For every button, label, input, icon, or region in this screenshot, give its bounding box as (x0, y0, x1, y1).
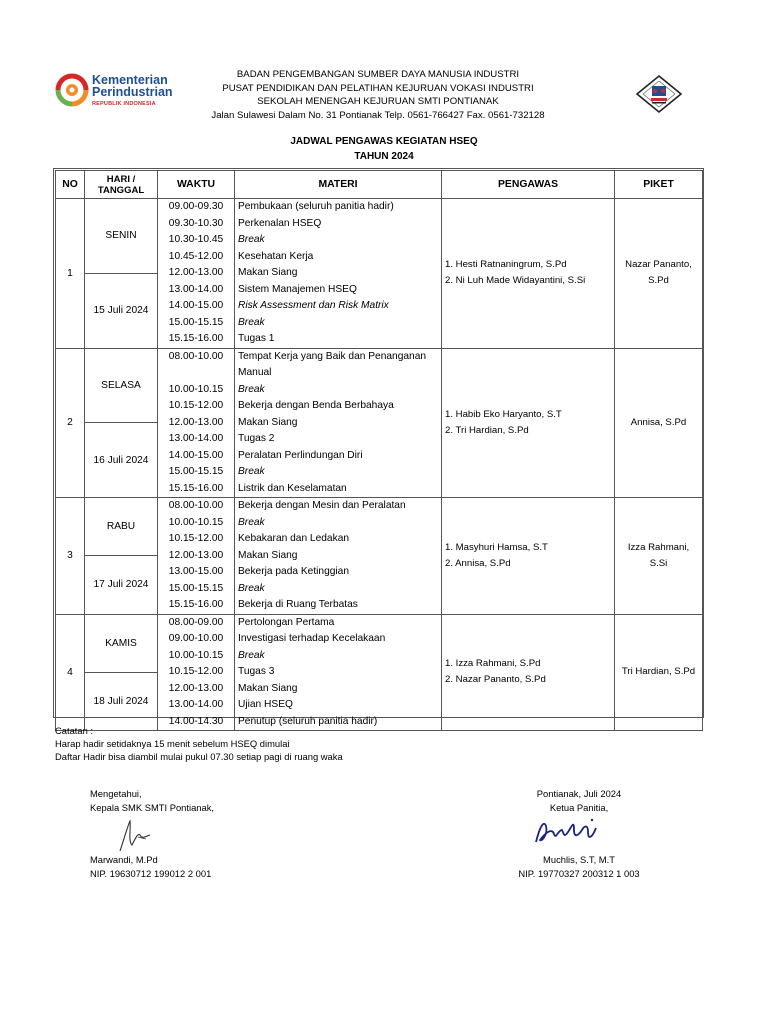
col-header-pengawas: PENGAWAS (442, 171, 615, 199)
col-header-hari: HARI / TANGGAL (85, 171, 158, 199)
topic-cell (235, 199, 442, 349)
topic-cell (235, 348, 442, 498)
day-number: 1 (56, 199, 85, 349)
day-name: SENIN (105, 230, 137, 242)
header-line-2: PUSAT PENDIDIKAN DAN PELATIHAN KEJURUAN VOKASI INDUSTRI (222, 82, 534, 94)
table-row (56, 348, 703, 498)
gear-logo-icon (54, 72, 90, 108)
header-address: Jalan Sulawesi Dalam No. 31 Pontianak Telp. 0561-766427 Fax. 0561-732128 (211, 109, 545, 121)
day-date: 17 Juli 2024 (85, 555, 157, 613)
topic-slot: Tugas 3 (238, 666, 275, 677)
col-header-no: NO (56, 171, 85, 199)
day-cell (85, 348, 158, 498)
time-slot: 10.00-10.15 (168, 649, 224, 661)
time-slot: 08.00-10.00 (168, 500, 224, 511)
time-slot: 15.15-16.00 (168, 599, 224, 610)
topic-cell (235, 498, 442, 615)
topic-slot: Makan Siang (238, 267, 298, 278)
pengawas-name: 1. Habib Eko Haryanto, S.T (445, 408, 562, 420)
pengawas-name: 2. Nazar Pananto, S.Pd (445, 674, 546, 686)
topic-slot: Tugas 2 (238, 433, 275, 444)
day-cell (85, 614, 158, 731)
pengawas-cell (442, 614, 615, 731)
col-header-piket: PIKET (615, 171, 703, 199)
sig-left-line2: Kepala SMK SMTI Pontianak, (90, 801, 215, 813)
pengawas-name: 1. Hesti Ratnaningrum, S.Pd (445, 259, 567, 271)
topic-slot: Makan Siang (238, 416, 298, 428)
time-slot: 10.45-12.00 (168, 250, 224, 262)
time-slot: 09.00-10.00 (168, 633, 224, 644)
topic-slot: Listrik dan Keselamatan (238, 482, 347, 494)
topic-slot: Break (238, 383, 265, 395)
piket-name: Tri Hardian, S.Pd (621, 666, 696, 678)
piket-cell (615, 498, 703, 615)
topic-slot: Bekerja di Ruang Terbatas (238, 599, 358, 610)
topic-slot: Pembukaan (seluruh panitia hadir) (238, 201, 394, 212)
col-header-materi: MATERI (235, 171, 442, 199)
time-slot: 15.15-16.00 (168, 482, 224, 494)
day-number: 3 (56, 498, 85, 615)
time-slot: 15.00-15.15 (168, 466, 224, 477)
time-slot: 12.00-13.00 (168, 682, 224, 694)
signature-right-icon (530, 812, 610, 852)
signature-right-block (504, 787, 654, 814)
school-emblem-icon (634, 74, 684, 114)
brand-line2: Perindustrian (92, 85, 173, 99)
topic-slot: Investigasi terhadap Kecelakaan (238, 633, 386, 644)
notes (55, 724, 343, 763)
topic-slot: Pertolongan Pertama (238, 616, 335, 628)
topic-slot: Break (238, 316, 265, 328)
letterhead (0, 64, 768, 124)
kemenperin-brand (92, 74, 173, 110)
topic-slot: Sistem Manajemen HSEQ (238, 283, 357, 295)
header-line-1: BADAN PENGEMBANGAN SUMBER DAYA MANUSIA INDUSTRI (236, 69, 520, 80)
topic-slot: Break (238, 649, 265, 661)
topic-slot: Perkenalan HSEQ (238, 217, 322, 229)
time-slot: 13.00-14.00 (168, 699, 224, 710)
table-row (56, 614, 703, 731)
sig-right-name: Muchlis, S.T, M.T (543, 854, 615, 865)
time-slot: 12.00-13.00 (168, 267, 224, 278)
day-date: 16 Juli 2024 (85, 422, 157, 497)
kemenperin-logo (54, 70, 174, 114)
time-slot: 13.00-14.00 (168, 433, 224, 444)
day-box (85, 498, 157, 614)
time-cell (158, 498, 235, 615)
day-box (85, 615, 157, 731)
piket-name: Izza Rahmani, S.Si (627, 541, 690, 569)
topic-slot: Kesehatan Kerja (238, 250, 314, 262)
brand-line1: Kementerian (92, 73, 168, 87)
topic-slot: Tugas 1 (238, 333, 275, 344)
topic-cell (235, 614, 442, 731)
time-slot: 09.30-10.30 (168, 217, 224, 229)
day-date: 15 Juli 2024 (85, 273, 157, 348)
topic-slot: Bekerja dengan Mesin dan Peralatan (238, 500, 406, 511)
title-line-1: JADWAL PENGAWAS KEGIATAN HSEQ (290, 136, 478, 147)
time-slot: 14.00-15.00 (168, 300, 224, 311)
institution-header (190, 68, 566, 122)
topic-slot: Peralatan Perlindungan Diri (238, 449, 363, 461)
topic-slot: Break (238, 516, 265, 528)
table-header-row (56, 171, 703, 199)
time-slot: 10.15-12.00 (168, 400, 224, 411)
topic-slot: Penutup (seluruh panitia hadir) (238, 715, 378, 727)
pengawas-cell (442, 199, 615, 349)
day-name: KAMIS (105, 637, 137, 649)
note-line-2: Daftar Hadir bisa diambil mulai pukul 07.30 setiap pagi di ruang waka (55, 751, 343, 762)
brand-sub: REPUBLIK INDONESIA (92, 101, 156, 107)
time-slot: 14.00-14.30 (168, 715, 224, 727)
sig-left-name: Marwandi, M.Pd (90, 854, 158, 865)
topic-slot: Bekerja dengan Benda Berbahaya (238, 400, 394, 411)
sig-left-line1: Mengetahui, (90, 788, 142, 799)
topic-slot: Makan Siang (238, 682, 298, 694)
topic-slot: Tempat Kerja yang Baik dan Penanganan Manual (238, 350, 427, 378)
sig-right-line2: Ketua Panitia, (549, 801, 609, 813)
day-name: SELASA (101, 379, 141, 391)
day-date: 18 Juli 2024 (85, 672, 157, 730)
topic-slot: Break (238, 582, 265, 594)
header-line-3: SEKOLAH MENENGAH KEJURUAN SMTI PONTIANAK (257, 96, 499, 107)
time-slot: 08.00-10.00 (168, 350, 224, 362)
time-slot: 10.15-12.00 (168, 666, 224, 677)
time-slot: 13.00-14.00 (168, 283, 224, 295)
day-name: RABU (106, 521, 136, 533)
piket-name: S.Pd (648, 275, 669, 287)
time-slot: 13.00-15.00 (168, 566, 224, 577)
topic-slot: Bekerja pada Ketinggian (238, 566, 350, 577)
pengawas-cell (442, 348, 615, 498)
time-slot: 12.00-13.00 (168, 416, 224, 428)
sig-right-line1: Pontianak, Juli 2024 (536, 788, 622, 799)
time-slot: 15.15-16.00 (168, 333, 224, 344)
document-title (0, 134, 768, 164)
time-slot: 09.00-09.30 (168, 201, 224, 212)
day-number: 4 (56, 614, 85, 731)
schedule-table (55, 170, 703, 731)
signature-left-block (90, 787, 214, 814)
pengawas-name: 1. Masyhuri Hamsa, S.T (445, 541, 548, 553)
sig-left-nip: NIP. 19630712 199012 2 001 (90, 868, 212, 879)
table-row (56, 498, 703, 615)
piket-cell (615, 199, 703, 349)
col-header-waktu: WAKTU (158, 171, 235, 199)
pengawas-name: 2. Annisa, S.Pd (445, 557, 511, 569)
sig-right-nip: NIP. 19770327 200312 1 003 (518, 868, 640, 879)
signature-right-name-block (504, 853, 654, 881)
day-cell (85, 199, 158, 349)
topic-slot: Break (238, 466, 265, 477)
day-cell (85, 498, 158, 615)
time-slot: 10.00-10.15 (168, 516, 224, 528)
time-slot: 15.00-15.15 (168, 582, 224, 594)
signature-left-name-block (90, 853, 211, 881)
time-cell (158, 199, 235, 349)
note-line-1: Harap hadir setidaknya 15 menit sebelum HSEQ dimulai (55, 738, 290, 749)
topic-slot: Makan Siang (238, 549, 298, 561)
day-box (85, 349, 157, 498)
topic-slot: Kebakaran dan Ledakan (238, 533, 350, 544)
pengawas-name: 1. Izza Rahmani, S.Pd (445, 658, 541, 670)
title-line-2: TAHUN 2024 (354, 151, 414, 162)
topic-slot: Risk Assessment dan Risk Matrix (238, 300, 389, 311)
time-slot: 12.00-13.00 (168, 549, 224, 561)
topic-slot: Ujian HSEQ (238, 699, 293, 710)
time-slot: 08.00-09.00 (168, 616, 224, 628)
signature-left-icon (110, 815, 160, 855)
piket-name: Nazar Pananto, (625, 259, 692, 271)
day-box (85, 199, 157, 348)
pengawas-name: 2. Tri Hardian, S.Pd (445, 424, 529, 436)
schedule-body (56, 199, 703, 731)
time-slot: 14.00-15.00 (168, 449, 224, 461)
time-slot: 10.15-12.00 (168, 533, 224, 544)
table-row (56, 199, 703, 349)
pengawas-name: 2. Ni Luh Made Widayantini, S.Si (445, 275, 586, 287)
topic-slot: Break (238, 234, 265, 245)
time-slot: 15.00-15.15 (168, 316, 224, 328)
piket-cell (615, 348, 703, 498)
time-cell (158, 614, 235, 731)
piket-cell (615, 614, 703, 731)
time-slot: 10.00-10.15 (168, 383, 224, 395)
day-number: 2 (56, 348, 85, 498)
pengawas-cell (442, 498, 615, 615)
time-cell (158, 348, 235, 498)
time-slot: 10.30-10.45 (168, 234, 224, 245)
notes-heading: Catatan : (55, 725, 94, 736)
piket-name: Annisa, S.Pd (630, 416, 687, 428)
